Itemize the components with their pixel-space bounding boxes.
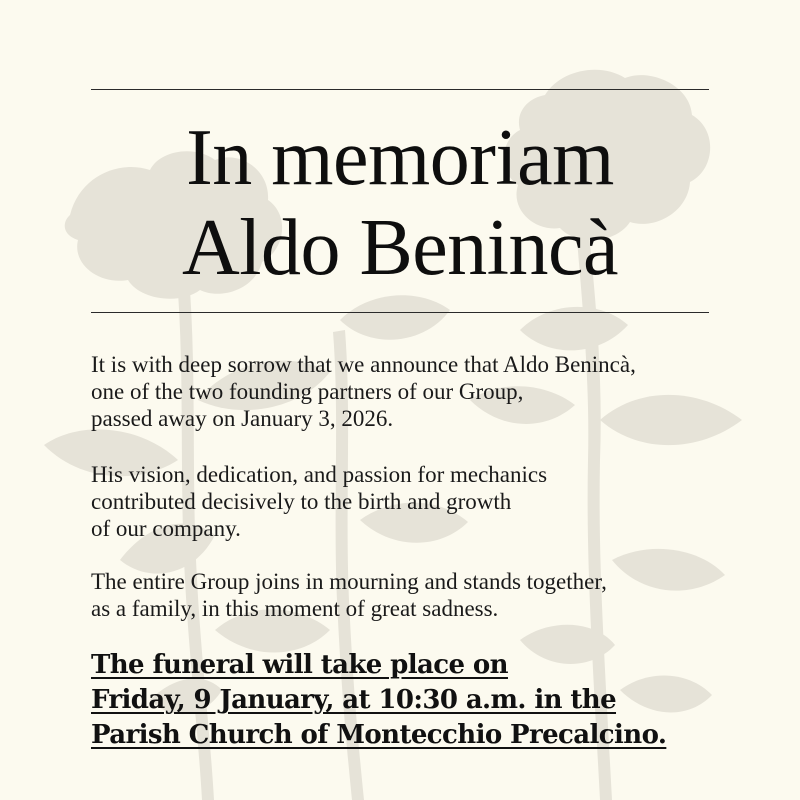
top-divider	[91, 89, 709, 90]
announcement-paragraph	[91, 351, 731, 432]
paragraph-line: His vision, dedication, and passion for mechanics	[91, 462, 548, 487]
paragraph-line: of our company.	[91, 516, 241, 541]
funeral-line: Parish Church of Montecchio Precalcino.	[91, 720, 667, 750]
tribute-paragraph	[91, 461, 731, 542]
paragraph-line: passed away on January 3, 2026.	[91, 406, 394, 431]
funeral-details	[91, 648, 771, 753]
bottom-divider	[91, 312, 709, 313]
mourning-paragraph	[91, 568, 731, 622]
paragraph-line: contributed decisively to the birth and growth	[91, 489, 512, 514]
funeral-line: The funeral will take place on	[91, 650, 508, 680]
paragraph-line: one of the two founding partners of our Group,	[91, 379, 524, 404]
paragraph-line: The entire Group joins in mourning and stands together,	[91, 569, 607, 594]
paragraph-line: It is with deep sorrow that we announce that Aldo Benincà,	[91, 352, 636, 377]
title-line-2-name: Aldo Benincà	[181, 204, 619, 292]
paragraph-line: as a family, in this moment of great sadness.	[91, 596, 499, 621]
funeral-line: Friday, 9 January, at 10:30 a.m. in the	[91, 685, 617, 715]
title-line-1: In memoriam	[186, 114, 614, 202]
